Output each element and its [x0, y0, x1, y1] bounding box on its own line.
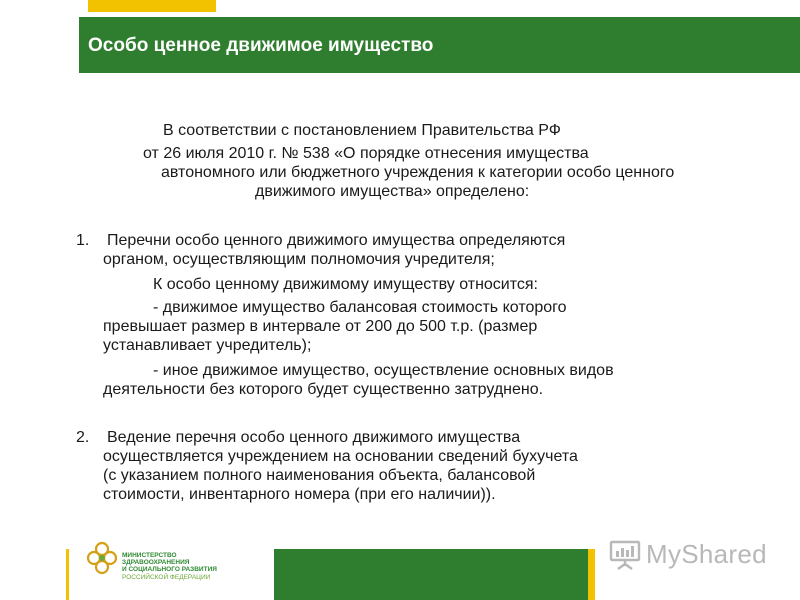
- item1-line-2: органом, осуществляющим полномочия учредителя;: [103, 251, 495, 268]
- slide-title: Особо ценное движимое имущество: [88, 35, 434, 56]
- item1-bullet1-line-2: превышает размер в интервале от 200 до 500 т.р. (размер: [103, 318, 538, 335]
- ministry-line-1: МИНИСТЕРСТВО: [122, 552, 177, 559]
- ministry-logo: [82, 538, 242, 594]
- item1-line-1: Перечни особо ценного движимого имущества определяются: [107, 232, 566, 249]
- bottom-green-bar: [274, 549, 588, 600]
- item1-bullet1-line-1: - движимое имущество балансовая стоимость которого: [153, 299, 567, 316]
- bottom-yellow-rule: [66, 549, 69, 600]
- item2-line-4: стоимости, инвентарного номера (при его наличии)).: [103, 486, 496, 503]
- presentation-board-icon: [608, 539, 642, 571]
- intro-line-2: от 26 июля 2010 г. № 538 «О порядке отнесения имущества: [143, 145, 589, 162]
- ministry-emblem-icon: [82, 538, 122, 578]
- item1-bullet1-line-3: устанавливает учредитель);: [103, 337, 312, 354]
- ministry-line-3: И СОЦИАЛЬНОГО РАЗВИТИЯ: [122, 566, 217, 574]
- ministry-name: [122, 552, 217, 581]
- item2-number: 2.: [76, 429, 90, 446]
- item1-sub-heading: К особо ценному движимому имуществу относится:: [153, 276, 538, 293]
- ministry-line-4: РОССИЙСКОЙ ФЕДЕРАЦИИ: [122, 573, 211, 581]
- intro-line-4: движимого имущества» определено:: [255, 183, 530, 200]
- item1-bullet2-line-1: - иное движимое имущество, осуществление основных видов: [153, 362, 614, 379]
- bottom-yellow-bar: [588, 549, 595, 600]
- item2-line-2: осуществляется учреждением на основании сведений бухучета: [103, 448, 578, 465]
- intro-line-1: В соответствии с постановлением Правительства РФ: [163, 122, 561, 139]
- item2-line-1: Ведение перечня особо ценного движимого имущества: [107, 429, 521, 446]
- watermark-text: MyShared: [646, 539, 767, 569]
- item1-bullet2-line-2: деятельности без которого будет существенно затруднено.: [103, 381, 544, 398]
- intro-line-3: автономного или бюджетного учреждения к категории особо ценного: [161, 164, 675, 181]
- myshared-watermark[interactable]: [608, 537, 778, 573]
- item1-number: 1.: [76, 232, 90, 249]
- item2-line-3: (с указанием полного наименования объекта, балансовой: [103, 467, 536, 484]
- ministry-line-2: ЗДРАВООХРАНЕНИЯ: [122, 559, 190, 567]
